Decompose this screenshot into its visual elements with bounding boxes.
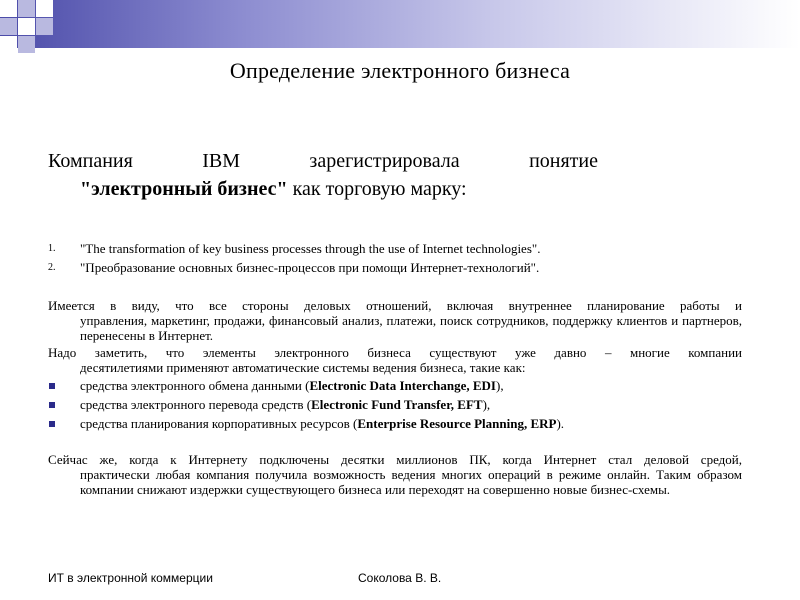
paragraph-2-rest: десятилетиями применяют автоматические системы ведения бизнеса, такие как: bbox=[80, 360, 526, 375]
bullet-bold: Electronic Data Interchange, EDI bbox=[309, 378, 496, 393]
deco-square bbox=[18, 0, 35, 17]
paragraph-3 bbox=[48, 452, 742, 497]
paragraph-2-first-line: Надо заметить, что элементы электронного бизнеса существуют уже давно – многие компании bbox=[48, 345, 742, 360]
list-item bbox=[48, 414, 748, 433]
header-gradient-bar bbox=[0, 0, 800, 48]
definition-list bbox=[48, 239, 748, 277]
footer-author: Соколова В. В. bbox=[358, 571, 442, 585]
intro-line-2-rest: как торговую марку: bbox=[287, 178, 467, 200]
deco-square bbox=[36, 18, 53, 35]
deco-square bbox=[36, 0, 53, 17]
list-item bbox=[48, 239, 748, 258]
bullet-pre: средства электронного перевода средств ( bbox=[80, 397, 312, 412]
bullet-post: ), bbox=[482, 397, 491, 412]
deco-square bbox=[0, 0, 17, 17]
bullet-post: ), bbox=[496, 378, 504, 393]
intro-line-1: Компания IBM зарегистрировала понятие bbox=[48, 150, 598, 172]
square-bullet-icon bbox=[49, 402, 55, 408]
bullet-bold: Enterprise Resource Planning, ERP bbox=[357, 416, 557, 431]
deco-square bbox=[18, 36, 35, 53]
list-item-text: "The transformation of key business processes through the use of Internet technologies". bbox=[80, 241, 541, 256]
bullet-bold: Electronic Fund Transfer, EFT bbox=[311, 397, 483, 412]
bullet-pre: средства планирования корпоративных ресурсов ( bbox=[80, 416, 358, 431]
bullet-pre: средства электронного обмена данными ( bbox=[80, 378, 310, 393]
square-bullet-icon bbox=[49, 383, 55, 389]
slide-title: Определение электронного бизнеса bbox=[229, 58, 571, 83]
footer-course-title: ИТ в электронной коммерции bbox=[48, 571, 213, 585]
paragraph-1-first-line: Имеется в виду, что все стороны деловых отношений, включая внутреннее планирование работы и bbox=[48, 298, 742, 313]
systems-list bbox=[48, 376, 748, 433]
intro-line-2 bbox=[80, 175, 640, 203]
list-number: 2. bbox=[48, 262, 56, 273]
bullet-post: ). bbox=[556, 416, 565, 431]
deco-square bbox=[0, 36, 17, 53]
square-bullet-icon bbox=[49, 421, 55, 427]
list-item bbox=[48, 395, 748, 414]
list-item bbox=[48, 258, 748, 277]
intro-quote: "электронный бизнес" bbox=[80, 178, 288, 200]
deco-square bbox=[0, 18, 17, 35]
paragraph-2 bbox=[48, 345, 742, 375]
paragraph-1 bbox=[48, 298, 742, 343]
list-number: 1. bbox=[48, 243, 56, 254]
list-item bbox=[48, 376, 748, 395]
paragraph-3-first-line: Сейчас же, когда к Интернету подключены десятки миллионов ПК, когда Интернет стал деловой средой, bbox=[48, 452, 742, 467]
list-item-text: "Преобразование основных бизнес-процессов при помощи Интернет-технологий". bbox=[80, 260, 540, 275]
paragraph-3-rest: практически любая компания получила возможность ведения многих операций в режиме онлайн. Таким образом компании снижают издержки существующего бизнеса или переходят на совершенно новые бизнес-схемы. bbox=[80, 467, 742, 497]
deco-square bbox=[18, 18, 35, 35]
paragraph-1-rest: управления, маркетинг, продажи, финансовый анализ, платежи, поиск сотрудников, поддержку клиентов и партнеров, перенесены в Интернет. bbox=[80, 313, 742, 343]
